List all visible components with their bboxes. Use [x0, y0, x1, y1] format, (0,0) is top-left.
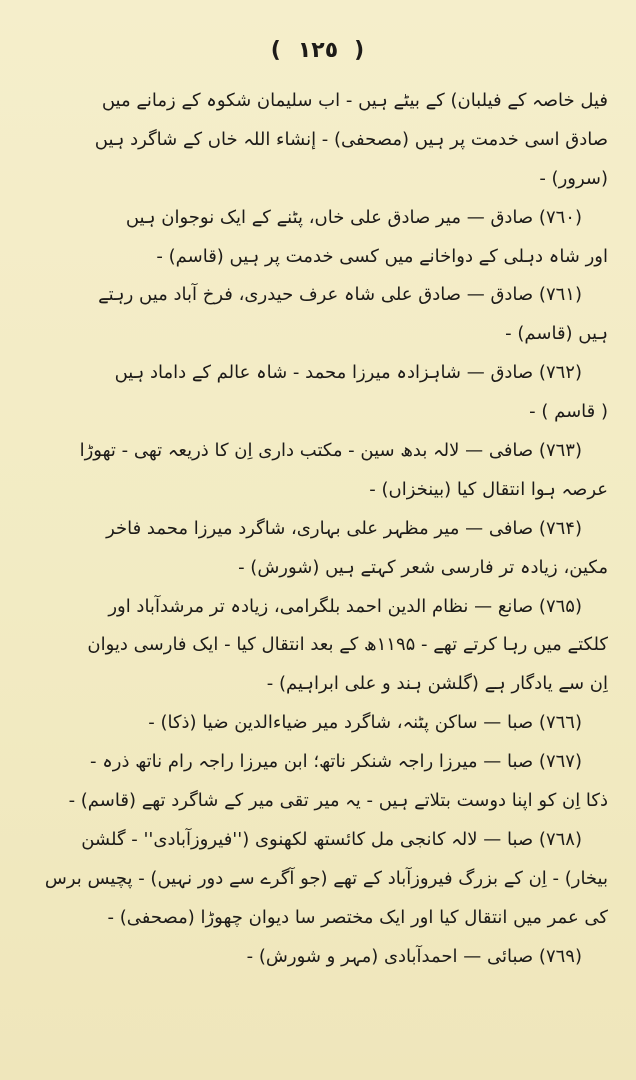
text-line: (۷٦۲) صادق — شاہزادہ میرزا محمد - شاہ عالم کے داماد ہیں: [114, 362, 582, 384]
text-line: (۷٦۵) صانع — نظام الدین احمد بلگرامی، زیادہ تر مرشدآباد اور: [108, 595, 582, 617]
body-text: [40, 82, 608, 976]
text-line: ذکا اِن کو اپنا دوست بتلاتے ہیں - یہ میر تقی میر کے شاگرد تھے (قاسم) -: [68, 790, 608, 812]
text-line: اِن سے یادگار ہے (گلشن ہند و علی ابراہیم) -: [266, 673, 608, 695]
text-line: (۷٦۸) صبا — لالہ کانجی مل کائستھ لکھنوی (''فیروزآبادی'' - گلشن: [81, 828, 582, 850]
text-line: (سرور) -: [539, 167, 608, 189]
text-line: اور شاہ دہلی کے دواخانے میں کسی خدمت پر ہیں (قاسم) -: [156, 245, 608, 267]
text-line: کلکتے میں رہا کرتے تھے - ۱۱۹۵ھ کے بعد انتقال کیا - ایک فارسی دیوان: [87, 634, 608, 656]
page-number-value: ١٢٥: [297, 38, 339, 63]
text-line: فیل خاصہ کے فیلبان) کے بیٹے ہیں - اب سلیمان شکوہ کے زمانے میں: [101, 90, 608, 111]
text-line: (۷٦٦) صبا — ساکن پٹنہ، شاگرد میر ضیاءالدین ضیا (ذکا) -: [148, 712, 582, 734]
text-line: (۷٦۴) صافی — میر مظہر علی بہاری، شاگرد میرزا محمد فاخر: [106, 517, 582, 539]
text-line: (۷٦۹) صبائی — احمدآبادی (مہر و شورش) -: [246, 945, 582, 967]
text-line: عرصہ ہوا انتقال کیا (بینخزاں) -: [369, 478, 608, 500]
text-line: صادق اسی خدمت پر ہیں (مصحفی) - إنشاء اللہ خاں کے شاگرد ہیں: [94, 128, 608, 150]
text-line: کی عمر میں انتقال کیا اور ایک مختصر سا دیوان چھوڑا (مصحفی) -: [107, 906, 608, 928]
text-line: ہیں (قاسم) -: [505, 323, 608, 345]
text-line: ( قاسم ) -: [529, 401, 608, 423]
page-number: (١٢٥): [270, 38, 366, 63]
text-line: (۷٦۱) صادق — صادق علی شاہ عرف حیدری، فرخ آباد میں رہتے: [98, 284, 582, 306]
text-line: (۷٦۰) صادق — میر صادق علی خاں، پٹنے کے ایک نوجوان ہیں: [125, 206, 582, 228]
text-line: بیخار) - اِن کے بزرگ فیروزآباد کے تھے (جو آگرے سے دور نہیں) - پچیس برس: [44, 867, 608, 889]
text-line: (۷٦۷) صبا — میرزا راجہ شنکر ناتھ؛ ابن میرزا راجہ رام ناتھ ذرہ -: [90, 751, 582, 773]
text-line: (۷٦۳) صافی — لالہ بدھ سین - مکتب داری اِن کا ذریعہ تھی - تھوڑا: [79, 440, 582, 462]
text-line: مکین، زیادہ تر فارسی شعر کہتے ہیں (شورش) -: [238, 556, 608, 578]
